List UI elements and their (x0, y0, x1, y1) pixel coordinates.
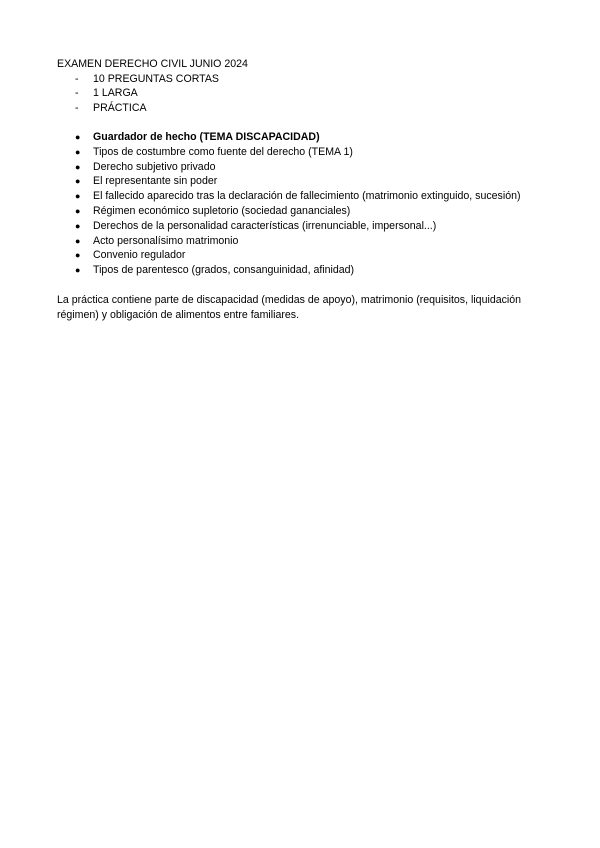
list-item-text: Derechos de la personalidad características (irrenunciable, impersonal...) (93, 219, 437, 232)
list-item-text: Guardador de hecho (TEMA DISCAPACIDAD) (93, 130, 320, 143)
list-item (57, 101, 547, 116)
spacer (57, 278, 547, 293)
list-item-text: Acto personalísimo matrimonio (93, 234, 239, 247)
list-item (57, 263, 547, 278)
list-item-text: 10 PREGUNTAS CORTAS (93, 72, 219, 85)
list-item-text: Tipos de parentesco (grados, consanguinidad, afinidad) (93, 264, 355, 277)
list-item-text: Régimen económico supletorio (sociedad gananciales) (93, 204, 351, 217)
bullet-marker: ● (75, 265, 81, 276)
list-item-text: Tipos de costumbre como fuente del derecho (TEMA 1) (93, 145, 353, 158)
bullet-marker: ● (75, 176, 81, 187)
list-item-text: PRÁCTICA (93, 101, 147, 114)
list-item (57, 204, 547, 219)
dash-marker: - (75, 72, 79, 85)
list-item (57, 72, 547, 87)
list-item-text: 1 LARGA (93, 87, 138, 100)
list-item-text: El representante sin poder (93, 175, 218, 188)
exam-topics-list (57, 130, 547, 278)
bullet-marker: ● (75, 146, 81, 157)
list-item-text: El fallecido aparecido tras la declaración de fallecimiento (matrimonio extinguido, sucesión) (93, 190, 521, 203)
list-item (57, 234, 547, 249)
bullet-marker: ● (75, 131, 81, 142)
list-item (57, 130, 547, 145)
list-item (57, 189, 547, 204)
dash-marker: - (75, 101, 79, 114)
list-item (57, 174, 547, 189)
bullet-marker: ● (75, 191, 81, 202)
list-item (57, 86, 547, 101)
spacer (57, 115, 547, 130)
list-item (57, 219, 547, 234)
dash-marker: - (75, 87, 79, 100)
document-title: EXAMEN DERECHO CIVIL JUNIO 2024 (57, 58, 248, 70)
bullet-marker: ● (75, 250, 81, 261)
bullet-marker: ● (75, 220, 81, 231)
bullet-marker: ● (75, 205, 81, 216)
list-item (57, 160, 547, 175)
bullet-marker: ● (75, 161, 81, 172)
list-item-text: Derecho subjetivo privado (93, 160, 216, 173)
list-item (57, 248, 547, 263)
document-content (57, 57, 547, 323)
list-item (57, 145, 547, 160)
bullet-marker: ● (75, 235, 81, 246)
list-item-text: Convenio regulador (93, 249, 186, 262)
practice-description: La práctica contiene parte de discapacidad (medidas de apoyo), matrimonio (requisitos, liquidación régimen) y obligación de alimentos entre familiares. (57, 293, 522, 321)
exam-structure-list (57, 72, 547, 116)
